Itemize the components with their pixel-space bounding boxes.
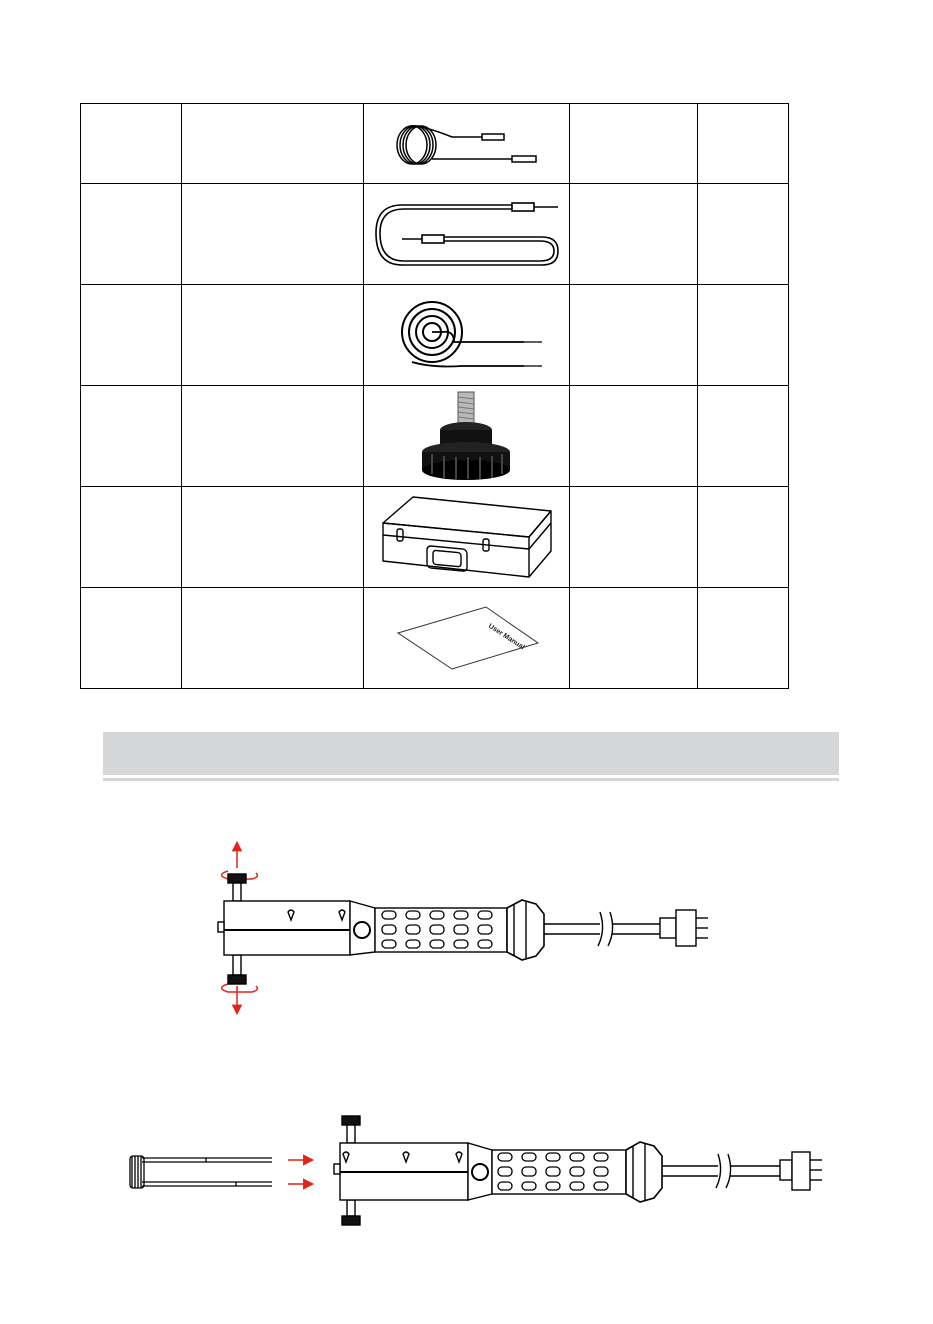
part-image-cell: [364, 487, 570, 588]
part-image-cell: [364, 588, 570, 689]
unit-cell: [698, 184, 789, 285]
unit-cell: [698, 285, 789, 386]
part-number-cell: [81, 487, 182, 588]
parts-table: [80, 103, 789, 689]
part-name-cell: [182, 588, 364, 689]
part-name-cell: [182, 386, 364, 487]
loosen-knobs-diagram: [210, 838, 720, 1020]
table-row: [81, 487, 789, 588]
quantity-cell: [570, 104, 698, 184]
section-header-bar: [103, 732, 839, 775]
insert-coil-diagram: [126, 1112, 826, 1234]
table-row: [81, 588, 789, 689]
section-divider: [103, 778, 839, 781]
spiral-coil-icon: [382, 111, 552, 177]
table-row: [81, 386, 789, 487]
unit-cell: [698, 104, 789, 184]
unit-cell: [698, 588, 789, 689]
insert-arrow-icon: [288, 1160, 312, 1184]
part-number-cell: [81, 285, 182, 386]
carry-case-icon: [379, 493, 555, 581]
part-number-cell: [81, 386, 182, 487]
manual-cover-label: User Manual: [486, 622, 526, 652]
table-row: [81, 104, 789, 184]
table-row: [81, 184, 789, 285]
part-name-cell: [182, 487, 364, 588]
flat-pancake-coil-icon: [382, 294, 552, 376]
part-number-cell: [81, 104, 182, 184]
part-name-cell: [182, 184, 364, 285]
part-name-cell: [182, 285, 364, 386]
unit-cell: [698, 487, 789, 588]
quantity-cell: [570, 487, 698, 588]
part-image-cell: [364, 104, 570, 184]
part-image-cell: [364, 386, 570, 487]
table-row: [81, 285, 789, 386]
quantity-cell: [570, 184, 698, 285]
coil-icon: [130, 1156, 272, 1188]
screw-knob-icon: [412, 390, 522, 482]
part-name-cell: [182, 104, 364, 184]
part-number-cell: [81, 184, 182, 285]
part-image-cell: [364, 184, 570, 285]
unit-cell: [698, 386, 789, 487]
part-number-cell: [81, 588, 182, 689]
manual-sheet-icon: [392, 605, 542, 671]
part-image-cell: [364, 285, 570, 386]
quantity-cell: [570, 588, 698, 689]
long-loop-coil-icon: [372, 193, 562, 275]
quantity-cell: [570, 285, 698, 386]
quantity-cell: [570, 386, 698, 487]
